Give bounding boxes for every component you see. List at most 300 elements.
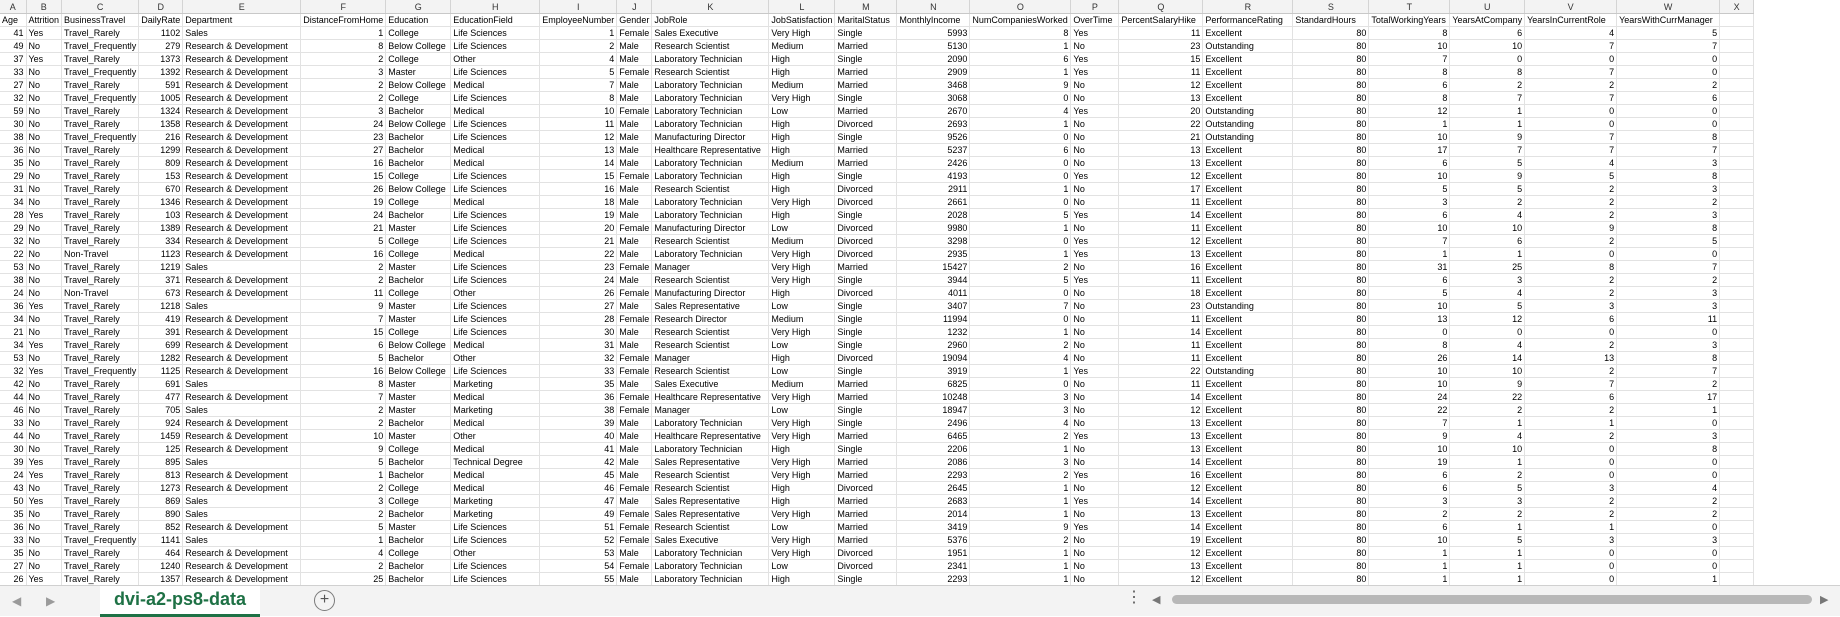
table-cell[interactable]: 8 [1369, 66, 1450, 79]
table-cell[interactable]: 1 [301, 534, 386, 547]
table-cell[interactable]: 9 [1369, 430, 1450, 443]
table-cell[interactable]: 2 [301, 53, 386, 66]
table-cell[interactable] [1720, 391, 1754, 404]
table-cell[interactable]: 6 [1369, 274, 1450, 287]
table-cell[interactable]: 4 [970, 352, 1071, 365]
table-cell[interactable]: 6 [1369, 469, 1450, 482]
table-cell[interactable]: No [26, 313, 62, 326]
table-cell[interactable] [1720, 365, 1754, 378]
table-cell[interactable]: Research & Development [183, 222, 301, 235]
table-cell[interactable]: Research Scientist [652, 365, 769, 378]
table-cell[interactable]: 1219 [139, 261, 183, 274]
table-cell[interactable]: Excellent [1203, 66, 1293, 79]
column-letter-m[interactable]: M [835, 0, 897, 14]
header-cell[interactable]: Age [0, 14, 26, 27]
table-cell[interactable]: Yes [26, 53, 62, 66]
table-cell[interactable]: 10 [1369, 365, 1450, 378]
table-cell[interactable]: 12 [1119, 235, 1203, 248]
table-cell[interactable]: Single [835, 274, 897, 287]
table-cell[interactable]: 0 [1450, 53, 1525, 66]
table-cell[interactable]: 1 [1450, 521, 1525, 534]
table-cell[interactable]: 1 [1617, 573, 1720, 586]
table-cell[interactable]: 2911 [897, 183, 970, 196]
table-cell[interactable]: No [1071, 352, 1119, 365]
header-cell[interactable]: YearsInCurrentRole [1525, 14, 1617, 27]
table-cell[interactable]: No [26, 40, 62, 53]
table-cell[interactable]: 3919 [897, 365, 970, 378]
column-letter-k[interactable]: K [652, 0, 769, 14]
table-cell[interactable]: 5 [1450, 534, 1525, 547]
table-cell[interactable]: Travel_Rarely [62, 261, 139, 274]
table-cell[interactable]: Travel_Rarely [62, 118, 139, 131]
table-cell[interactable]: Excellent [1203, 248, 1293, 261]
table-cell[interactable]: 26 [1369, 352, 1450, 365]
table-cell[interactable]: Very High [769, 456, 835, 469]
table-cell[interactable]: Laboratory Technician [652, 417, 769, 430]
table-cell[interactable]: Male [617, 40, 652, 53]
table-cell[interactable]: 47 [540, 495, 617, 508]
table-cell[interactable]: Yes [1071, 170, 1119, 183]
table-cell[interactable]: 21 [1119, 131, 1203, 144]
table-cell[interactable]: 5 [1369, 183, 1450, 196]
table-cell[interactable]: 0 [1525, 53, 1617, 66]
table-cell[interactable]: Life Sciences [451, 300, 540, 313]
column-letter-x[interactable]: X [1720, 0, 1754, 14]
table-cell[interactable]: College [386, 27, 451, 40]
table-cell[interactable]: Medical [451, 391, 540, 404]
table-cell[interactable]: Other [451, 287, 540, 300]
table-cell[interactable]: Single [835, 417, 897, 430]
table-cell[interactable]: Bachelor [386, 573, 451, 586]
table-cell[interactable]: 1389 [139, 222, 183, 235]
table-cell[interactable]: Sales Representative [652, 508, 769, 521]
table-cell[interactable]: 39 [540, 417, 617, 430]
table-cell[interactable]: 7 [1617, 144, 1720, 157]
table-cell[interactable]: No [1071, 131, 1119, 144]
table-cell[interactable]: 24 [540, 274, 617, 287]
table-cell[interactable]: 11 [1119, 378, 1203, 391]
table-cell[interactable]: Research Scientist [652, 326, 769, 339]
table-cell[interactable]: No [26, 482, 62, 495]
header-cell[interactable]: DailyRate [139, 14, 183, 27]
table-cell[interactable]: 10 [1369, 131, 1450, 144]
header-cell[interactable]: YearsAtCompany [1450, 14, 1525, 27]
table-cell[interactable]: Single [835, 27, 897, 40]
table-cell[interactable]: 80 [1293, 508, 1369, 521]
table-cell[interactable]: No [1071, 339, 1119, 352]
table-cell[interactable]: Travel_Rarely [62, 482, 139, 495]
table-cell[interactable]: 3 [1450, 495, 1525, 508]
table-cell[interactable]: 1 [970, 66, 1071, 79]
table-cell[interactable]: 3 [1617, 209, 1720, 222]
table-cell[interactable]: 10 [301, 430, 386, 443]
table-cell[interactable]: Divorced [835, 222, 897, 235]
table-cell[interactable]: 80 [1293, 404, 1369, 417]
table-cell[interactable]: 2 [1525, 196, 1617, 209]
table-cell[interactable] [1720, 235, 1754, 248]
table-cell[interactable]: Yes [26, 365, 62, 378]
table-cell[interactable]: 7 [1525, 378, 1617, 391]
table-cell[interactable]: Bachelor [386, 144, 451, 157]
table-cell[interactable]: 11 [1119, 313, 1203, 326]
table-cell[interactable]: 1358 [139, 118, 183, 131]
table-cell[interactable]: Laboratory Technician [652, 443, 769, 456]
table-cell[interactable]: Outstanding [1203, 300, 1293, 313]
table-cell[interactable]: Research & Development [183, 521, 301, 534]
table-cell[interactable] [1720, 183, 1754, 196]
table-cell[interactable] [1720, 521, 1754, 534]
table-cell[interactable]: 1232 [897, 326, 970, 339]
table-cell[interactable]: Sales Executive [652, 534, 769, 547]
table-cell[interactable]: 705 [139, 404, 183, 417]
table-cell[interactable]: 11994 [897, 313, 970, 326]
table-cell[interactable]: No [1071, 222, 1119, 235]
table-cell[interactable]: 10 [1369, 534, 1450, 547]
table-cell[interactable]: 0 [970, 131, 1071, 144]
table-cell[interactable]: 35 [540, 378, 617, 391]
table-cell[interactable]: 0 [970, 287, 1071, 300]
table-cell[interactable]: 32 [0, 235, 26, 248]
table-cell[interactable]: 2293 [897, 573, 970, 586]
table-cell[interactable]: Manufacturing Director [652, 287, 769, 300]
table-cell[interactable]: No [26, 508, 62, 521]
table-cell[interactable]: 3 [970, 404, 1071, 417]
table-cell[interactable]: 3468 [897, 79, 970, 92]
table-cell[interactable]: Married [835, 40, 897, 53]
table-cell[interactable]: 0 [970, 157, 1071, 170]
table-cell[interactable]: Travel_Rarely [62, 547, 139, 560]
table-cell[interactable]: Excellent [1203, 404, 1293, 417]
table-cell[interactable]: 2683 [897, 495, 970, 508]
table-cell[interactable]: 21 [540, 235, 617, 248]
table-cell[interactable]: No [26, 430, 62, 443]
table-cell[interactable]: 10 [1450, 40, 1525, 53]
table-cell[interactable]: 2 [301, 261, 386, 274]
table-cell[interactable] [1720, 456, 1754, 469]
column-letter-p[interactable]: P [1071, 0, 1119, 14]
table-cell[interactable]: Master [386, 404, 451, 417]
table-cell[interactable]: 1 [970, 443, 1071, 456]
table-cell[interactable]: 27 [0, 560, 26, 573]
table-cell[interactable]: Travel_Rarely [62, 144, 139, 157]
table-cell[interactable]: Travel_Rarely [62, 469, 139, 482]
table-cell[interactable]: Male [617, 131, 652, 144]
table-cell[interactable]: 43 [0, 482, 26, 495]
table-cell[interactable]: 8 [1450, 66, 1525, 79]
table-cell[interactable]: 2 [301, 92, 386, 105]
table-cell[interactable]: Very High [769, 430, 835, 443]
header-cell[interactable]: MaritalStatus [835, 14, 897, 27]
table-cell[interactable]: 9 [970, 521, 1071, 534]
table-cell[interactable]: Life Sciences [451, 235, 540, 248]
table-cell[interactable]: Excellent [1203, 430, 1293, 443]
table-cell[interactable]: Laboratory Technician [652, 92, 769, 105]
table-cell[interactable]: Male [617, 79, 652, 92]
table-cell[interactable]: No [1071, 79, 1119, 92]
table-cell[interactable]: Life Sciences [451, 222, 540, 235]
table-cell[interactable]: 1 [970, 40, 1071, 53]
header-cell[interactable]: BusinessTravel [62, 14, 139, 27]
table-cell[interactable]: Very High [769, 469, 835, 482]
table-cell[interactable]: Marketing [451, 378, 540, 391]
table-cell[interactable]: 3 [1525, 482, 1617, 495]
table-cell[interactable]: 80 [1293, 170, 1369, 183]
table-cell[interactable]: Excellent [1203, 378, 1293, 391]
table-cell[interactable]: No [1071, 391, 1119, 404]
table-cell[interactable]: Excellent [1203, 417, 1293, 430]
table-cell[interactable]: 11 [1119, 196, 1203, 209]
table-cell[interactable]: 2645 [897, 482, 970, 495]
table-cell[interactable]: Laboratory Technician [652, 573, 769, 586]
table-cell[interactable]: 13 [1119, 430, 1203, 443]
table-cell[interactable]: Laboratory Technician [652, 53, 769, 66]
table-cell[interactable] [1720, 92, 1754, 105]
table-cell[interactable]: 3 [1450, 274, 1525, 287]
table-cell[interactable]: 6 [1369, 79, 1450, 92]
scroll-left-arrow-icon[interactable]: ◀ [1152, 594, 1161, 606]
table-cell[interactable]: Master [386, 430, 451, 443]
header-cell[interactable]: OverTime [1071, 14, 1119, 27]
table-cell[interactable]: Travel_Rarely [62, 222, 139, 235]
table-cell[interactable]: 2935 [897, 248, 970, 261]
table-cell[interactable]: Research Scientist [652, 521, 769, 534]
table-cell[interactable]: 391 [139, 326, 183, 339]
table-cell[interactable]: 80 [1293, 547, 1369, 560]
table-cell[interactable]: Marketing [451, 404, 540, 417]
table-cell[interactable]: Manager [652, 352, 769, 365]
table-cell[interactable]: 16 [301, 365, 386, 378]
table-cell[interactable]: High [769, 66, 835, 79]
table-cell[interactable]: 80 [1293, 235, 1369, 248]
table-cell[interactable]: 39 [0, 456, 26, 469]
table-cell[interactable]: 80 [1293, 391, 1369, 404]
table-cell[interactable]: 5 [540, 66, 617, 79]
table-cell[interactable]: Female [617, 352, 652, 365]
table-cell[interactable]: 20 [540, 222, 617, 235]
table-cell[interactable]: 3 [970, 391, 1071, 404]
column-letter-u[interactable]: U [1450, 0, 1525, 14]
table-cell[interactable]: 38 [540, 404, 617, 417]
table-cell[interactable]: 1125 [139, 365, 183, 378]
table-cell[interactable]: 1299 [139, 144, 183, 157]
table-cell[interactable]: 5 [1450, 300, 1525, 313]
table-cell[interactable]: 4011 [897, 287, 970, 300]
table-cell[interactable]: 2 [1617, 508, 1720, 521]
table-cell[interactable]: Laboratory Technician [652, 196, 769, 209]
table-cell[interactable]: Master [386, 521, 451, 534]
table-cell[interactable]: 8 [1369, 339, 1450, 352]
table-cell[interactable]: 0 [1450, 326, 1525, 339]
table-cell[interactable]: Female [617, 287, 652, 300]
table-cell[interactable]: No [26, 105, 62, 118]
table-cell[interactable]: 49 [0, 40, 26, 53]
table-cell[interactable]: 1 [1369, 547, 1450, 560]
table-cell[interactable]: 30 [0, 443, 26, 456]
table-cell[interactable]: 35 [0, 547, 26, 560]
table-cell[interactable]: 13 [1119, 443, 1203, 456]
table-cell[interactable]: Low [769, 404, 835, 417]
table-cell[interactable]: 13 [1119, 248, 1203, 261]
table-cell[interactable]: 4 [970, 105, 1071, 118]
table-cell[interactable]: 699 [139, 339, 183, 352]
table-cell[interactable] [1720, 196, 1754, 209]
table-cell[interactable]: 1 [970, 482, 1071, 495]
table-cell[interactable]: 35 [0, 508, 26, 521]
table-cell[interactable]: Excellent [1203, 222, 1293, 235]
table-cell[interactable]: Life Sciences [451, 534, 540, 547]
table-cell[interactable]: 42 [0, 378, 26, 391]
table-cell[interactable]: Life Sciences [451, 131, 540, 144]
table-cell[interactable]: Single [835, 53, 897, 66]
table-cell[interactable]: 19 [1119, 534, 1203, 547]
table-cell[interactable]: Female [617, 105, 652, 118]
column-letter-d[interactable]: D [139, 0, 183, 14]
table-cell[interactable]: High [769, 183, 835, 196]
table-cell[interactable]: 3 [970, 456, 1071, 469]
table-cell[interactable]: Low [769, 365, 835, 378]
table-cell[interactable]: 12 [1369, 105, 1450, 118]
table-cell[interactable]: Master [386, 300, 451, 313]
table-cell[interactable]: High [769, 118, 835, 131]
table-cell[interactable]: 2 [301, 508, 386, 521]
table-cell[interactable]: 5 [301, 235, 386, 248]
table-cell[interactable]: 80 [1293, 131, 1369, 144]
table-cell[interactable]: 8 [1369, 27, 1450, 40]
table-cell[interactable]: 80 [1293, 495, 1369, 508]
table-cell[interactable]: Male [617, 144, 652, 157]
table-cell[interactable]: 0 [1617, 326, 1720, 339]
table-cell[interactable]: Married [835, 378, 897, 391]
table-cell[interactable]: 3419 [897, 521, 970, 534]
table-cell[interactable]: Below College [386, 79, 451, 92]
table-cell[interactable]: 50 [0, 495, 26, 508]
table-cell[interactable]: Female [617, 560, 652, 573]
table-cell[interactable]: 26 [301, 183, 386, 196]
table-cell[interactable]: 51 [540, 521, 617, 534]
table-cell[interactable]: 8 [970, 27, 1071, 40]
table-cell[interactable]: Sales [183, 404, 301, 417]
table-cell[interactable]: 1 [1450, 118, 1525, 131]
table-cell[interactable]: 25 [1450, 261, 1525, 274]
table-cell[interactable]: Female [617, 482, 652, 495]
table-cell[interactable]: 12 [1119, 79, 1203, 92]
table-cell[interactable]: No [1071, 40, 1119, 53]
table-cell[interactable]: 13 [1119, 417, 1203, 430]
table-cell[interactable]: Sales Executive [652, 27, 769, 40]
table-cell[interactable]: Research Scientist [652, 274, 769, 287]
table-cell[interactable]: Master [386, 313, 451, 326]
table-cell[interactable]: Marketing [451, 508, 540, 521]
table-cell[interactable]: High [769, 287, 835, 300]
table-cell[interactable]: Excellent [1203, 235, 1293, 248]
table-cell[interactable]: College [386, 443, 451, 456]
table-cell[interactable]: Travel_Rarely [62, 53, 139, 66]
table-cell[interactable]: Travel_Rarely [62, 157, 139, 170]
table-cell[interactable]: Yes [1071, 27, 1119, 40]
table-cell[interactable]: 53 [0, 261, 26, 274]
table-cell[interactable]: Excellent [1203, 157, 1293, 170]
table-cell[interactable]: No [26, 352, 62, 365]
header-cell[interactable]: Department [183, 14, 301, 27]
table-cell[interactable]: 9 [970, 79, 1071, 92]
table-cell[interactable]: 23 [540, 261, 617, 274]
table-cell[interactable]: Single [835, 573, 897, 586]
table-cell[interactable]: No [1071, 196, 1119, 209]
table-cell[interactable]: 0 [1525, 248, 1617, 261]
table-cell[interactable]: 2 [1617, 274, 1720, 287]
table-cell[interactable]: 33 [0, 534, 26, 547]
column-letter-a[interactable]: A [0, 0, 26, 14]
table-cell[interactable]: 12 [1119, 482, 1203, 495]
table-cell[interactable]: Male [617, 248, 652, 261]
table-cell[interactable]: 30 [0, 118, 26, 131]
table-cell[interactable]: 27 [540, 300, 617, 313]
table-cell[interactable]: 37 [0, 53, 26, 66]
column-letter-r[interactable]: R [1203, 0, 1293, 14]
table-cell[interactable]: Research & Development [183, 313, 301, 326]
table-cell[interactable]: No [26, 66, 62, 79]
table-cell[interactable]: Life Sciences [451, 66, 540, 79]
table-cell[interactable]: Male [617, 339, 652, 352]
table-cell[interactable]: Laboratory Technician [652, 547, 769, 560]
table-cell[interactable]: Female [617, 404, 652, 417]
table-cell[interactable]: 80 [1293, 222, 1369, 235]
table-cell[interactable]: Laboratory Technician [652, 105, 769, 118]
table-cell[interactable]: 0 [1617, 248, 1720, 261]
table-cell[interactable]: 5 [1450, 183, 1525, 196]
table-cell[interactable]: 0 [1617, 118, 1720, 131]
table-cell[interactable]: Research & Development [183, 183, 301, 196]
table-cell[interactable]: Master [386, 261, 451, 274]
table-cell[interactable]: 22 [1450, 391, 1525, 404]
table-cell[interactable] [1720, 79, 1754, 92]
table-cell[interactable]: 13 [1525, 352, 1617, 365]
table-cell[interactable]: 334 [139, 235, 183, 248]
table-cell[interactable]: Very High [769, 27, 835, 40]
table-cell[interactable]: Male [617, 443, 652, 456]
table-cell[interactable]: 1273 [139, 482, 183, 495]
table-cell[interactable] [1720, 469, 1754, 482]
table-cell[interactable]: No [26, 521, 62, 534]
column-letter-j[interactable]: J [617, 0, 652, 14]
table-cell[interactable]: Married [835, 508, 897, 521]
table-cell[interactable]: 1 [1525, 521, 1617, 534]
table-cell[interactable]: 2426 [897, 157, 970, 170]
table-cell[interactable] [1720, 313, 1754, 326]
table-cell[interactable]: Single [835, 92, 897, 105]
table-cell[interactable]: 14 [1119, 391, 1203, 404]
table-cell[interactable]: Travel_Frequently [62, 92, 139, 105]
table-cell[interactable]: No [26, 261, 62, 274]
table-cell[interactable]: Excellent [1203, 209, 1293, 222]
table-cell[interactable]: 6 [1617, 92, 1720, 105]
header-cell[interactable]: MonthlyIncome [897, 14, 970, 27]
table-cell[interactable]: 1 [1450, 547, 1525, 560]
table-cell[interactable]: 12 [1119, 547, 1203, 560]
table-cell[interactable]: No [26, 157, 62, 170]
table-cell[interactable]: Life Sciences [451, 521, 540, 534]
table-cell[interactable]: Bachelor [386, 469, 451, 482]
table-cell[interactable]: Married [835, 534, 897, 547]
table-cell[interactable]: No [26, 274, 62, 287]
table-cell[interactable]: Single [835, 326, 897, 339]
table-cell[interactable]: 38 [0, 131, 26, 144]
table-cell[interactable]: Divorced [835, 560, 897, 573]
table-cell[interactable]: 1 [1369, 248, 1450, 261]
table-cell[interactable]: High [769, 352, 835, 365]
table-cell[interactable]: Single [835, 170, 897, 183]
table-cell[interactable]: 23 [301, 131, 386, 144]
